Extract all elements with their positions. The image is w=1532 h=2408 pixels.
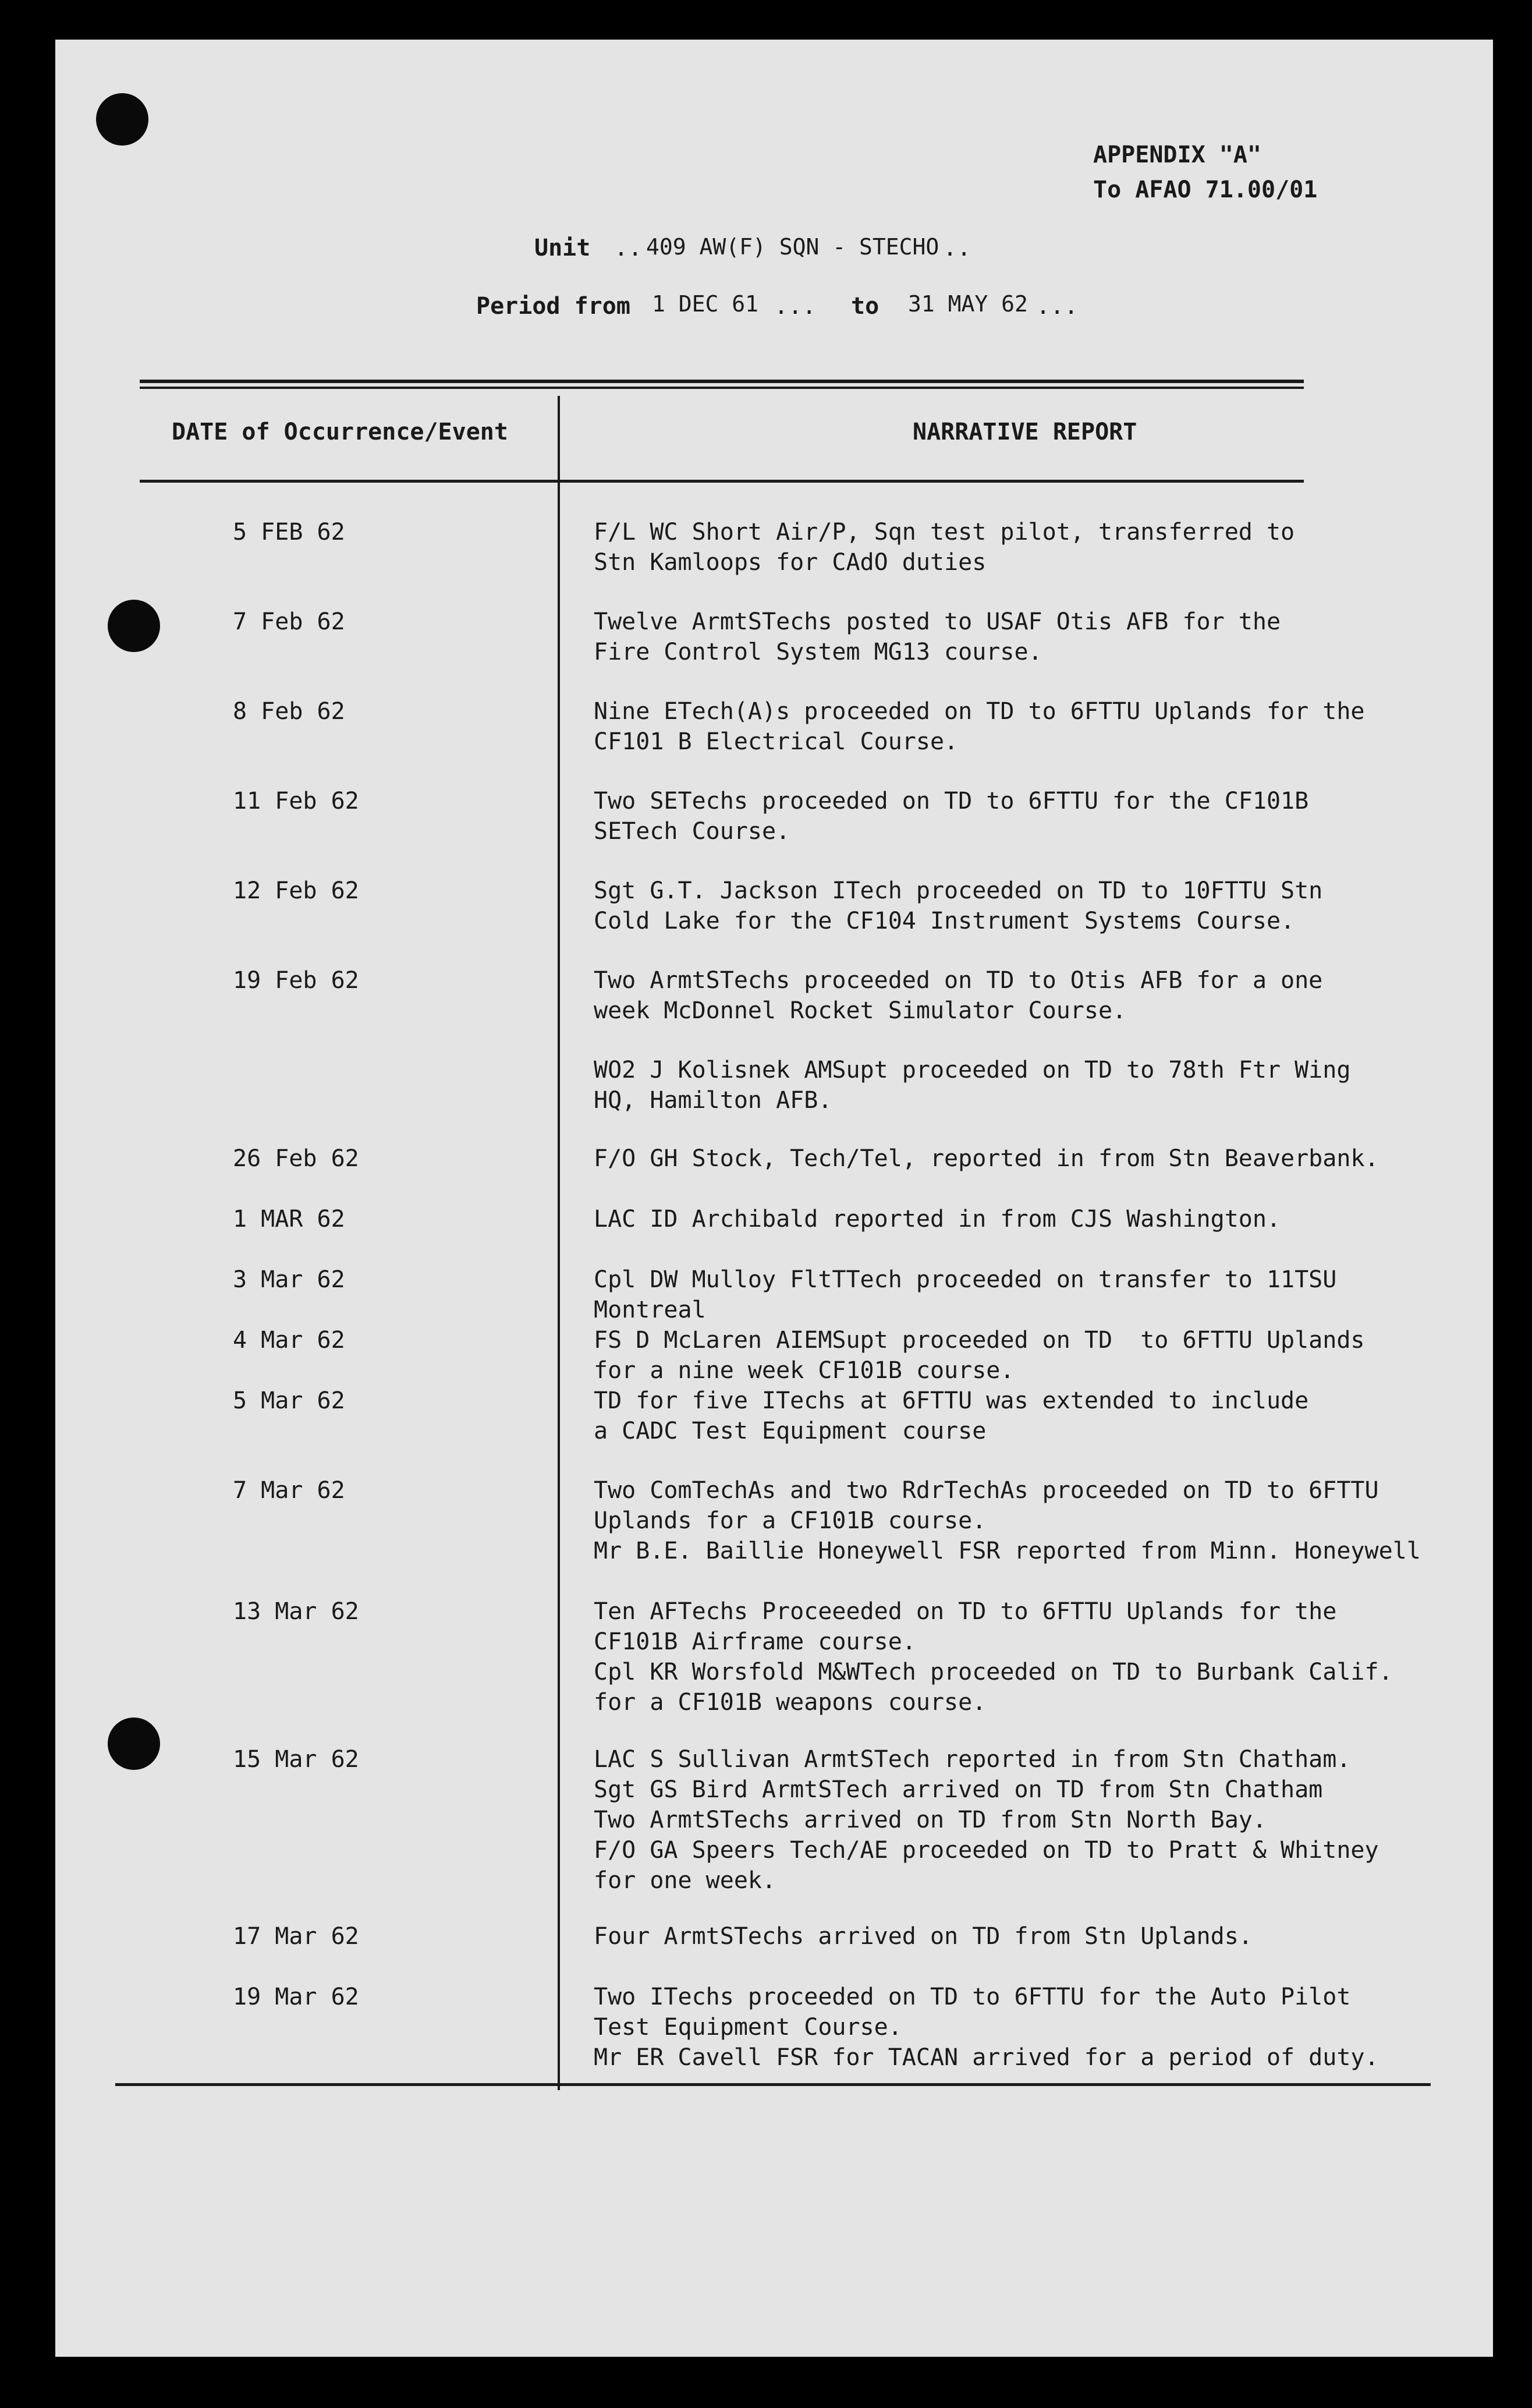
row-text: for one week. (594, 1867, 776, 1894)
row-text: Montreal (594, 1297, 706, 1323)
row-text: FS D McLaren AIEMSupt proceeded on TD to 6FTTU Uplands (594, 1327, 1365, 1354)
table-top-rule-2 (140, 387, 1304, 389)
row-text: F/O GH Stock, Tech/Tel, reported in from Stn Beaverbank. (594, 1145, 1379, 1172)
column-header-narrative: NARRATIVE REPORT (913, 419, 1137, 445)
row-text: Cold Lake for the CF104 Instrument Systems Course. (594, 908, 1295, 934)
row-text: Cpl KR Worsfold M&WTech proceeded on TD to Burbank Calif. (594, 1659, 1393, 1685)
row-text: Cpl DW Mulloy FltTTech proceeded on transfer to 11TSU (594, 1266, 1337, 1293)
punch-hole-top (96, 93, 148, 146)
appendix-title: APPENDIX "A" (1093, 141, 1261, 168)
row-text: CF101B Airframe course. (594, 1628, 916, 1655)
row-text: for a nine week CF101B course. (594, 1357, 1015, 1384)
row-date: 19 Feb 62 (233, 967, 359, 994)
row-text: for a CF101B weapons course. (594, 1689, 987, 1716)
row-date: 13 Mar 62 (233, 1598, 359, 1625)
row-text: LAC S Sullivan ArmtSTech reported in from Stn Chatham. (594, 1746, 1351, 1773)
punch-hole-bottom (108, 1718, 160, 1770)
row-text: Test Equipment Course. (594, 2014, 902, 2041)
row-date: 5 FEB 62 (233, 519, 345, 546)
row-text: LAC ID Archibald reported in from CJS Washington. (594, 1206, 1281, 1233)
row-text: Two ComTechAs and two RdrTechAs proceeded on TD to 6FTTU (594, 1477, 1379, 1504)
row-text: Nine ETech(A)s proceeded on TD to 6FTTU Uplands for the (594, 698, 1365, 725)
row-text: Twelve ArmtSTechs posted to USAF Otis AFB for the (594, 608, 1281, 635)
unit-label: Unit (534, 235, 591, 261)
row-text: WO2 J Kolisnek AMSupt proceeded on TD to 78th Ftr Wing (594, 1057, 1351, 1083)
row-text: SETech Course. (594, 818, 790, 845)
row-date: 15 Mar 62 (233, 1746, 359, 1773)
period-to-label: to (851, 293, 880, 320)
row-date: 1 MAR 62 (233, 1206, 345, 1233)
row-text: Sgt G.T. Jackson ITech proceeded on TD to 10FTTU Stn (594, 877, 1323, 904)
period-from-label: Period from (476, 293, 630, 320)
unit-dots: .. (614, 235, 643, 261)
row-date: 12 Feb 62 (233, 877, 359, 904)
row-text: Mr B.E. Baillie Honeywell FSR reported from Minn. Honeywell (594, 1538, 1421, 1564)
row-text: Ten AFTechs Proceeeded on TD to 6FTTU Uplands for the (594, 1598, 1337, 1625)
row-text: Two ArmtSTechs arrived on TD from Stn North Bay. (594, 1807, 1267, 1833)
row-date: 7 Mar 62 (233, 1477, 345, 1504)
table-bottom-rule (115, 2083, 1431, 2086)
row-date: 3 Mar 62 (233, 1266, 345, 1293)
row-text: HQ, Hamilton AFB. (594, 1087, 832, 1114)
row-text: CF101 B Electrical Course. (594, 728, 959, 755)
row-text: Uplands for a CF101B course. (594, 1507, 987, 1534)
punch-hole-middle (108, 600, 160, 652)
row-text: Fire Control System MG13 course. (594, 639, 1042, 665)
period-from-value: 1 DEC 61 (652, 291, 759, 317)
row-text: a CADC Test Equipment course (594, 1418, 987, 1444)
row-date: 7 Feb 62 (233, 608, 345, 635)
appendix-reference: To AFAO 71.00/01 (1093, 176, 1318, 203)
row-date: 11 Feb 62 (233, 788, 359, 815)
row-text: Two ArmtSTechs proceeded on TD to Otis AFB for a one (594, 967, 1323, 994)
row-date: 26 Feb 62 (233, 1145, 359, 1172)
row-date: 19 Mar 62 (233, 1984, 359, 2010)
row-date: 8 Feb 62 (233, 698, 345, 725)
row-text: TD for five ITechs at 6FTTU was extended to include (594, 1387, 1309, 1414)
period-dots-2: ... (1036, 293, 1079, 320)
row-text: week McDonnel Rocket Simulator Course. (594, 997, 1127, 1024)
period-dots-1: ... (774, 293, 817, 320)
column-header-date: DATE of Occurrence/Event (172, 419, 508, 445)
row-text: Stn Kamloops for CAdO duties (594, 549, 987, 576)
row-text: F/O GA Speers Tech/AE proceeded on TD to Pratt & Whitney (594, 1837, 1379, 1864)
unit-value: 409 AW(F) SQN - STECHO (646, 234, 939, 260)
table-top-rule (140, 380, 1304, 383)
row-text: Sgt GS Bird ArmtSTech arrived on TD from Stn Chatham (594, 1776, 1323, 1803)
unit-dots-trailing: .. (943, 235, 971, 261)
row-text: Two ITechs proceeded on TD to 6FTTU for the Auto Pilot (594, 1984, 1351, 2010)
row-date: 4 Mar 62 (233, 1327, 345, 1354)
header-bottom-rule (140, 480, 1304, 483)
period-to-value: 31 MAY 62 (908, 291, 1028, 317)
row-date: 17 Mar 62 (233, 1923, 359, 1950)
row-text: F/L WC Short Air/P, Sqn test pilot, transferred to (594, 519, 1295, 546)
row-text: Four ArmtSTechs arrived on TD from Stn Uplands. (594, 1923, 1253, 1950)
row-text: Mr ER Cavell FSR for TACAN arrived for a period of duty. (594, 2044, 1379, 2071)
row-text: Two SETechs proceeded on TD to 6FTTU for the CF101B (594, 788, 1309, 815)
row-date: 5 Mar 62 (233, 1387, 345, 1414)
column-divider (558, 396, 560, 2090)
